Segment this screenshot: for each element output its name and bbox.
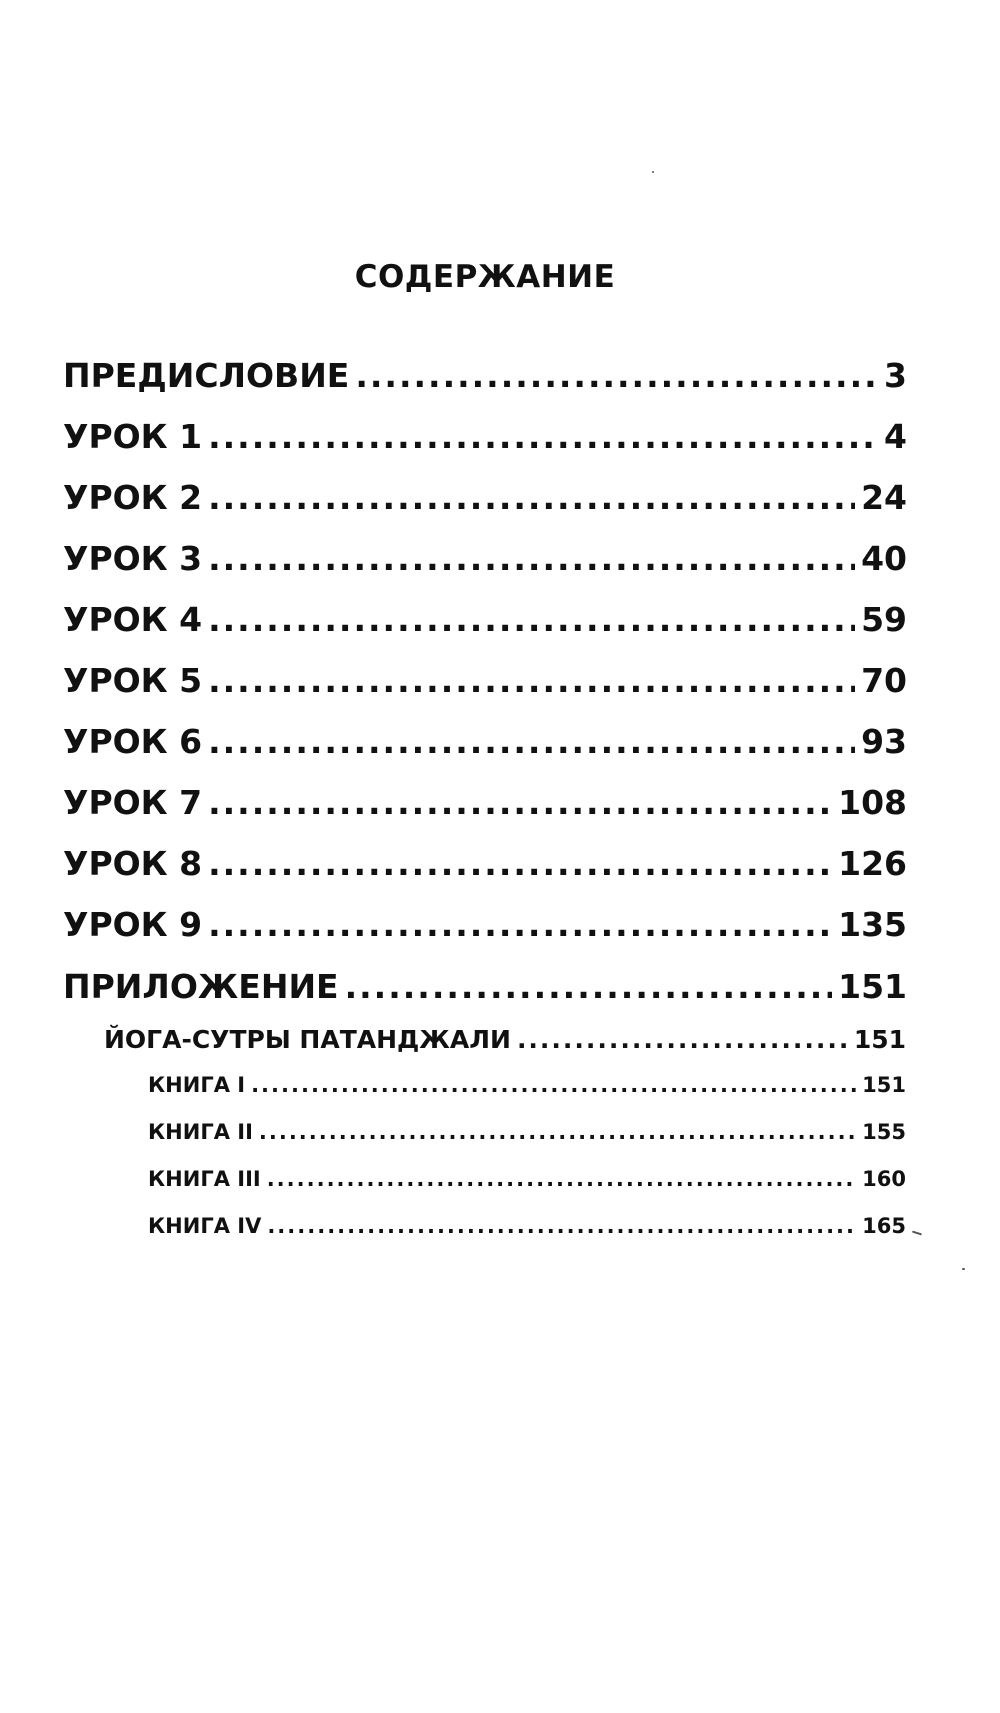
dot-leader <box>208 539 855 579</box>
dot-leader <box>517 1025 848 1055</box>
toc-entry-page: 40 <box>861 539 907 578</box>
toc-entry-book-1 <box>148 1072 906 1098</box>
toc-entry-label: ЙОГА-СУТРЫ ПАТАНДЖАЛИ <box>104 1025 511 1054</box>
dot-leader <box>345 967 833 1007</box>
toc-entry-label: ПРИЛОЖЕНИЕ <box>63 967 339 1006</box>
toc-entry-lesson-6 <box>63 722 907 762</box>
toc-entry-page: 24 <box>861 478 907 517</box>
toc-entry-label: УРОК 4 <box>63 600 203 639</box>
toc-entry-label: УРОК 8 <box>63 844 203 883</box>
toc-entry-lesson-4 <box>63 600 907 640</box>
toc-entry-book-2 <box>148 1119 906 1145</box>
toc-entry-lesson-1 <box>63 417 907 457</box>
scan-mark <box>912 1231 922 1236</box>
scan-speck <box>652 171 654 173</box>
dot-leader <box>208 783 832 823</box>
toc-entry-lesson-2 <box>63 478 907 518</box>
toc-entry-label: КНИГА I <box>148 1073 246 1097</box>
toc-entry-page: 3 <box>884 356 907 395</box>
dot-leader <box>208 417 878 457</box>
toc-entry-label: УРОК 5 <box>63 661 203 700</box>
dot-leader <box>251 1072 856 1098</box>
dot-leader <box>208 722 855 762</box>
toc-entry-lesson-5 <box>63 661 907 701</box>
toc-entry-lesson-9 <box>63 905 907 945</box>
dot-leader <box>208 661 855 701</box>
dot-leader <box>208 844 832 884</box>
toc-entry-lesson-8 <box>63 844 907 884</box>
toc-entry-yoga-sutras <box>104 1025 906 1055</box>
toc-entry-page: 135 <box>838 905 907 944</box>
dot-leader <box>267 1166 856 1192</box>
toc-entry-preface <box>63 356 907 396</box>
dot-leader <box>208 478 855 518</box>
dot-leader <box>355 356 878 396</box>
toc-entry-lesson-3 <box>63 539 907 579</box>
toc-entry-page: 59 <box>861 600 907 639</box>
toc-entry-page: 151 <box>862 1073 906 1097</box>
toc-entry-label: ПРЕДИСЛОВИЕ <box>63 356 350 395</box>
toc-entry-page: 155 <box>862 1120 906 1144</box>
page-title: СОДЕРЖАНИЕ <box>354 259 616 295</box>
toc-entry-label: КНИГА II <box>148 1120 253 1144</box>
dot-leader <box>208 905 832 945</box>
toc-entry-lesson-7 <box>63 783 907 823</box>
toc-entry-page: 126 <box>838 844 907 883</box>
toc-entry-label: УРОК 2 <box>63 478 203 517</box>
toc-entry-label: УРОК 9 <box>63 905 203 944</box>
toc-entry-page: 165 <box>862 1214 906 1238</box>
toc-entry-label: УРОК 6 <box>63 722 203 761</box>
toc-entry-label: КНИГА IV <box>148 1214 262 1238</box>
dot-leader <box>267 1213 856 1239</box>
dot-leader <box>208 600 855 640</box>
toc-entry-book-4 <box>148 1213 906 1239</box>
toc-entry-book-3 <box>148 1166 906 1192</box>
toc-entry-label: УРОК 3 <box>63 539 203 578</box>
toc-entry-appendix <box>63 967 907 1007</box>
toc-entry-page: 108 <box>838 783 907 822</box>
toc-entry-label: КНИГА III <box>148 1167 261 1191</box>
dot-leader <box>259 1119 856 1145</box>
toc-entry-page: 160 <box>862 1167 906 1191</box>
toc-entry-page: 151 <box>853 1025 906 1054</box>
scan-speck <box>962 1268 965 1270</box>
toc-entry-label: УРОК 7 <box>63 783 203 822</box>
toc-entry-label: УРОК 1 <box>63 417 203 456</box>
toc-entry-page: 151 <box>838 967 907 1006</box>
toc-entry-page: 93 <box>861 722 907 761</box>
toc-entry-page: 70 <box>861 661 907 700</box>
toc-entry-page: 4 <box>884 417 907 456</box>
